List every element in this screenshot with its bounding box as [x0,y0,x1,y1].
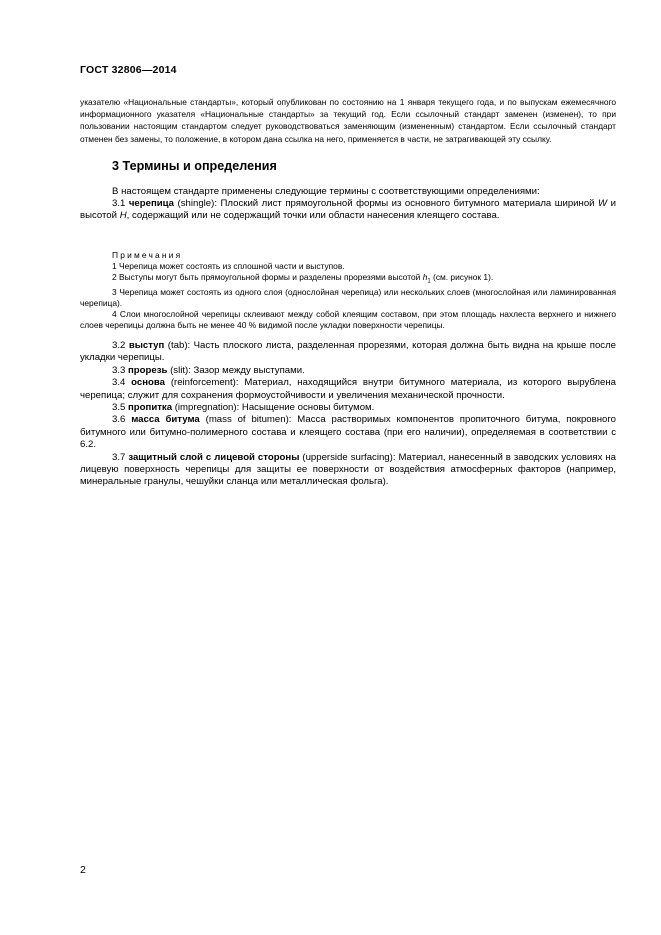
term-3-2: 3.2 выступ (tab): Часть плоского листа, разделенная прорезями, которая должна быть видна на крыше после укладки черепицы. [80,340,617,364]
notes-block [80,250,616,331]
lead-paragraph: В настоящем стандарте применены следующие термины с соответствующими определениями: [112,186,540,197]
note-2: 2 Выступы могут быть прямоугольной формы и разделены прорезями высотой $h_1$ (см. рисунок 1). [112,271,494,285]
term-3-5: 3.5 пропитка (impregnation): Насыщение основы битумом. [112,402,375,414]
document-header: ГОСТ 32806—2014 [80,64,177,76]
term-3-1: 3.1 черепица (shingle): Плоский лист прямоугольной формы из основного битумного материала шириной W и высотой H, содержащий или не содержащий точки или области нанесения клеящего состава. [80,198,616,222]
note-3: 3 Черепица может состоять из одного слоя (однослойная черепица) или нескольких слоев (многослойная или ламинированная черепица). [80,287,616,309]
note-4: 4 Слои многослойной черепицы склеивают между собой клеящим составом, при этом площадь нахлеста верхнего и нижнего слоев черепицы должна быть не менее 40 % видимой после укладки поверхности черепицы. [80,309,616,331]
term-3-4: 3.4 основа (reinforcement): Материал, находящийся внутри битумного материала, из которого вырублена черепица; служит для сохранения формоустойчивости и увеличения механической прочности. [80,377,616,401]
page-number: 2 [80,864,86,876]
term-3-6: 3.6 масса битума (mass of bitumen): Масса растворимых компонентов пропиточного битума, покровного битумного или битумно-полимерного состава и клеящего состава (при его наличии), определяемая в соответствии с 6.2. [80,414,616,451]
term-3-7: 3.7 защитный слой с лицевой стороны (upperside surfacing): Материал, нанесенный в заводских условиях на лицевую поверхность черепицы для защиты ее поверхности от воздействия атмосферных факторов (например, минеральные гранулы, чешуйки сланца или металлическая фольга). [80,451,617,488]
notes-title: Примечания [112,250,183,260]
intro-paragraph: указателю «Национальные стандарты», который опубликован по состоянию на 1 января текущего года, и по выпускам ежемесячного информационного указателя «Национальные стандарты» за текущий год. Если ссылочный стандарт заменен (изменен), то при пользовании настоящим стандартом следует руководствоваться заменяющим (измененным) стандартом. Если ссылочный стандарт отменен без замены, то положение, в котором дана ссылка на него, применяется в части, не затрагивающей эту ссылку. [80,97,616,144]
section-title: 3 Термины и определения [112,159,277,173]
term-3-3: 3.3 прорезь (slit): Зазор между выступами. [112,364,305,376]
note-1: 1 Черепица может состоять из сплошной части и выступов. [112,260,345,271]
terms-list [80,340,616,489]
